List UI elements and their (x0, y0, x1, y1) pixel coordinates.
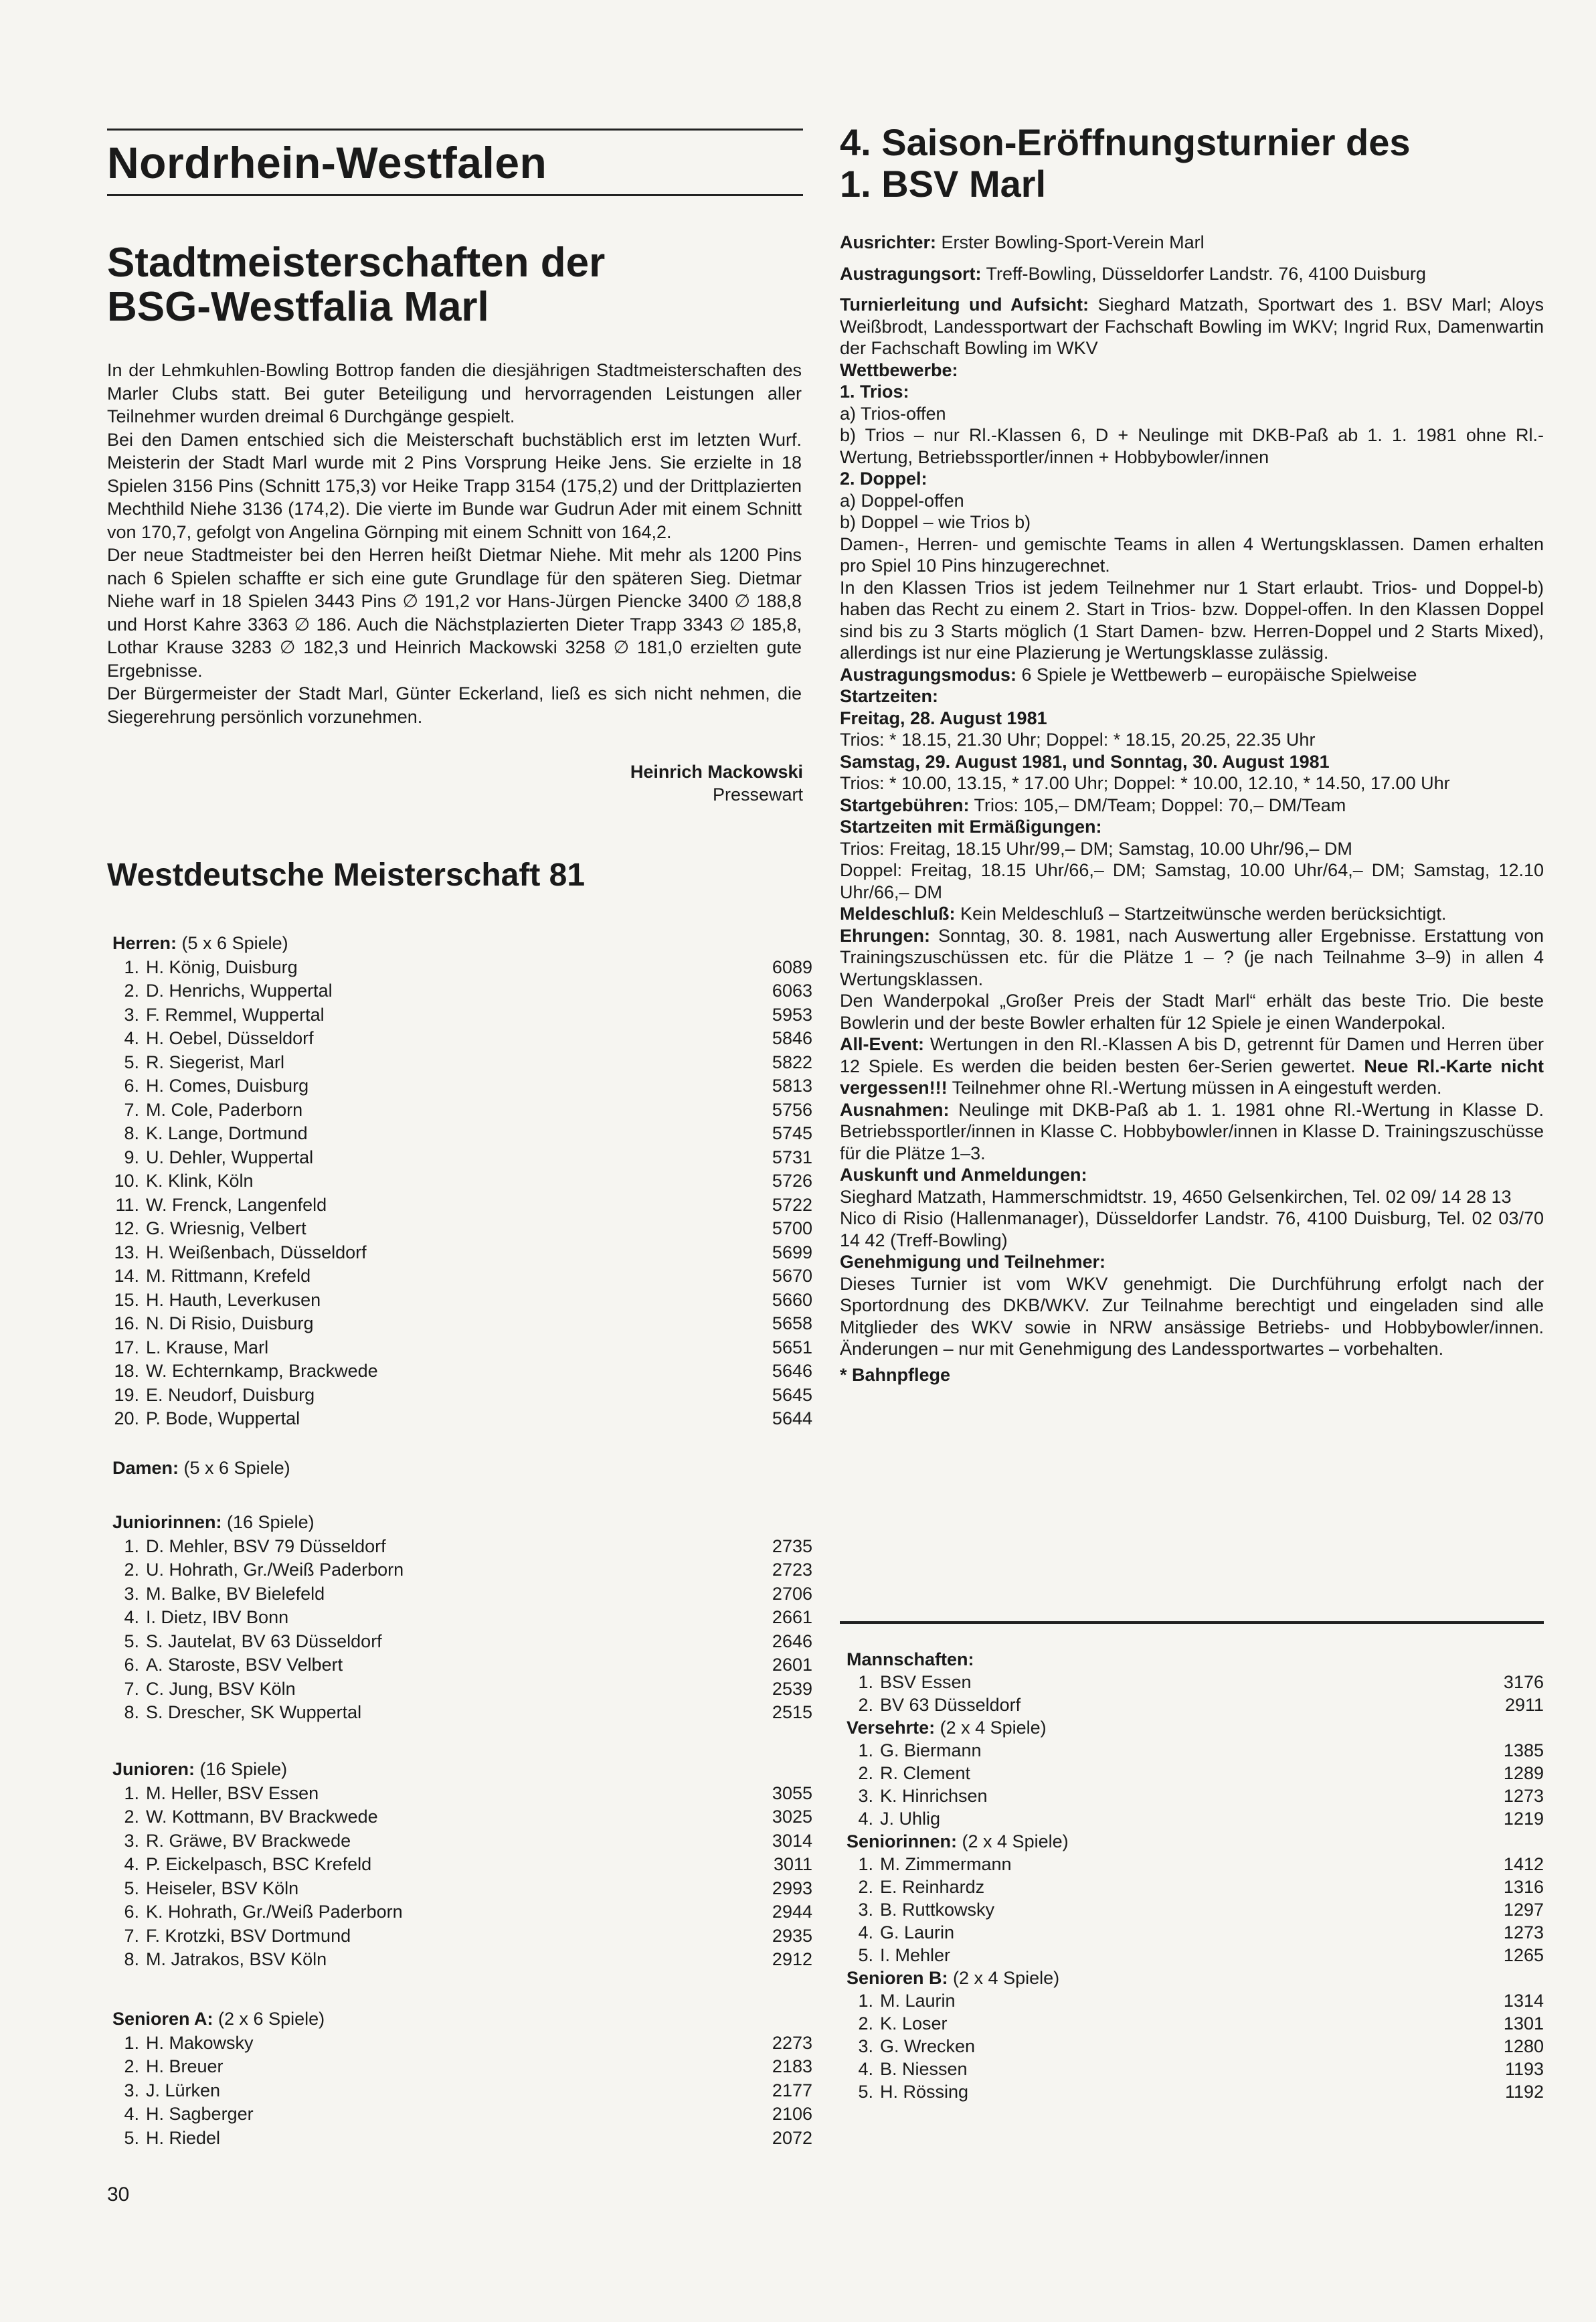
rank: 2. (124, 2056, 139, 2076)
result-row (847, 1989, 1544, 2012)
player-name: H. Comes, Duisburg (146, 1076, 309, 1096)
rank: 18. (114, 1361, 139, 1381)
startzeiten-day1: Freitag, 28. August 1981 (840, 708, 1047, 728)
player-name: G. Wrecken (880, 2036, 976, 2056)
result-row (112, 1264, 812, 1289)
player-name: U. Dehler, Wuppertal (146, 1147, 314, 1167)
rank: 3. (858, 1786, 873, 1806)
result-row (847, 1853, 1544, 1876)
player-name: G. Biermann (880, 1740, 982, 1760)
rank: 3. (124, 1583, 139, 1604)
player-name: D. Mehler, BSV 79 Düsseldorf (146, 1536, 386, 1556)
rank: 6. (124, 1655, 139, 1675)
score: 2911 (1504, 1695, 1544, 1715)
score: 5722 (772, 1194, 812, 1215)
result-row (112, 1193, 812, 1218)
result-row (112, 956, 812, 980)
rank: 5. (858, 1945, 873, 1965)
trios-a: a) Trios-offen (840, 403, 946, 424)
score: 1289 (1503, 1763, 1544, 1783)
score: 1219 (1503, 1809, 1544, 1829)
result-row (112, 2102, 812, 2127)
result-row (847, 1671, 1544, 1693)
score: 1297 (1503, 1900, 1544, 1920)
result-row (112, 1829, 812, 1853)
player-name: K. Hohrath, Gr./Weiß Paderborn (146, 1902, 403, 1922)
rank: 4. (124, 1854, 139, 1874)
result-row (847, 2012, 1544, 2035)
player-name: R. Gräwe, BV Brackwede (146, 1830, 351, 1851)
score: 5644 (772, 1408, 812, 1428)
result-row (847, 1944, 1544, 1967)
player-name: R. Siegerist, Marl (146, 1052, 285, 1072)
score: 1385 (1503, 1740, 1544, 1760)
result-row (112, 1677, 812, 1702)
result-row (112, 1241, 812, 1265)
section-rule-bottom (107, 194, 803, 196)
ermaessigung-trios: Trios: Freitag, 18.15 Uhr/99,– DM; Samstag, 10.00 Uhr/96,– DM (840, 838, 1352, 859)
rank: 4. (858, 1922, 873, 1942)
rank: 10. (114, 1171, 139, 1191)
result-row (847, 1807, 1544, 1830)
rank: 1. (858, 1854, 873, 1874)
score: 2515 (772, 1702, 812, 1722)
player-name: F. Remmel, Wuppertal (146, 1004, 325, 1025)
auskunft-contact-2: Nico di Risio (Hallenmanager), Düsseldorfer Landstr. 76, 4100 Duisburg, Tel. 02 03/70 14 42 (Treff-Bowling) (840, 1208, 1544, 1250)
player-name: I. Mehler (880, 1945, 951, 1965)
result-row (112, 2031, 812, 2056)
article-paragraph: In der Lehmkuhlen-Bowling Bottrop fanden die diesjährigen Stadtmeisterschaften des Marler Clubs statt. Bei guter Beteiligung und hervorragenden Leistungen aller Teilnehmer wurden dreimal 6 Durchgänge gespielt. (107, 360, 802, 426)
ehrungen: Ehrungen: Sonntag, 30. 8. 1981, nach Auswertung aller Ergebnisse. Erstattung von Trainingszuschüssen etc. für die Plätze 1 – ? (je nach Teilnahme 3–9) in allen 4 Wertungsklassen. (840, 925, 1544, 989)
score: 2273 (772, 2032, 812, 2053)
player-name: M. Zimmermann (880, 1854, 1012, 1874)
result-row (112, 1051, 812, 1075)
score: 5646 (772, 1361, 812, 1381)
score: 1301 (1503, 2013, 1544, 2034)
player-name: U. Hohrath, Gr./Weiß Paderborn (146, 1560, 404, 1580)
rank: 2. (858, 2013, 873, 2034)
result-row (112, 1900, 812, 1924)
score: 5651 (772, 1337, 812, 1357)
ermaessigung-label: Startzeiten mit Ermäßigungen: (840, 817, 1102, 837)
result-row (112, 1384, 812, 1408)
rank: 2. (858, 1763, 873, 1783)
score: 6063 (772, 981, 812, 1001)
player-name: C. Jung, BSV Köln (146, 1678, 296, 1699)
score: 2944 (772, 1902, 812, 1922)
result-row (112, 1805, 812, 1829)
score: 1273 (1503, 1922, 1544, 1942)
score: 5756 (772, 1099, 812, 1120)
result-row (847, 2058, 1544, 2080)
score: 2912 (772, 1949, 812, 1969)
meldeschluss: Meldeschluß: Kein Meldeschluß – Startzeitwünsche werden berücksichtigt. (840, 904, 1447, 924)
player-name: K. Loser (880, 2013, 948, 2034)
score: 5846 (772, 1028, 812, 1048)
rank: 20. (114, 1408, 139, 1428)
result-row (112, 1359, 812, 1384)
result-row (112, 1003, 812, 1027)
startzeiten-day1-times: Trios: * 18.15, 21.30 Uhr; Doppel: * 18.15, 20.25, 22.35 Uhr (840, 730, 1316, 750)
score: 5731 (772, 1147, 812, 1167)
result-row (112, 2055, 812, 2079)
player-name: H. Sagberger (146, 2104, 254, 2124)
result-row (112, 2079, 812, 2103)
result-row (112, 1701, 812, 1725)
score: 5670 (772, 1266, 812, 1286)
result-row (112, 1169, 812, 1193)
result-row (847, 1693, 1544, 1716)
score: 2661 (772, 1607, 812, 1627)
bahnpflege-note: * Bahnpflege (840, 1364, 951, 1385)
ermaessigung-doppel: Doppel: Freitag, 18.15 Uhr/66,– DM; Samstag, 10.00 Uhr/64,– DM; Samstag, 12.10 Uhr/66,– DM (840, 860, 1544, 902)
score: 1412 (1503, 1854, 1544, 1874)
score: 5658 (772, 1313, 812, 1333)
rank: 19. (114, 1384, 139, 1405)
rank: 2. (124, 981, 139, 1001)
author-role: Pressewart (712, 784, 803, 805)
score: 2177 (772, 2080, 812, 2100)
player-name: H. Hauth, Leverkusen (146, 1289, 321, 1310)
player-name: L. Krause, Marl (146, 1337, 269, 1357)
player-name: J. Uhlig (880, 1809, 941, 1829)
score: 1280 (1503, 2036, 1544, 2056)
headline-line-2: 1. BSV Marl (840, 163, 1047, 205)
player-name: R. Clement (880, 1763, 971, 1783)
player-name: F. Krotzki, BSV Dortmund (146, 1925, 351, 1946)
player-name: W. Echternkamp, Brackwede (146, 1361, 378, 1381)
rank: 1. (858, 1740, 873, 1760)
score: 2183 (772, 2056, 812, 2076)
juniorinnen-results (112, 1511, 812, 1725)
genehmigung-text: Dieses Turnier ist vom WKV genehmigt. Die Durchführung erfolgt nach der Sportordnung des DKB/WKV. Zur Teilnahme berechtigt und eingeladen sind alle Mitglieder des WKV sowie in NRW ansässige Betriebs- und Hobbybowler/innen. Änderungen – nur mit Genehmigung des Landessportwartes – vorbehalten. (840, 1273, 1544, 1359)
player-name: E. Neudorf, Duisburg (146, 1384, 315, 1405)
author-name: Heinrich Mackowski (630, 762, 803, 782)
startzeiten-day2: Samstag, 29. August 1981, und Sonntag, 30. August 1981 (840, 751, 1330, 772)
score: 1193 (1504, 2059, 1544, 2079)
austragungsmodus: Austragungsmodus: 6 Spiele je Wettbewerb – europäische Spielweise (840, 664, 1417, 685)
score: 5822 (772, 1052, 812, 1072)
result-row (112, 1948, 812, 1972)
rank: 7. (124, 1099, 139, 1120)
doppel-a: a) Doppel-offen (840, 490, 964, 511)
result-row (112, 1122, 812, 1146)
player-name: S. Drescher, SK Wuppertal (146, 1702, 362, 1722)
player-name: G. Laurin (880, 1922, 955, 1942)
score: 1192 (1504, 2082, 1544, 2102)
score: 2072 (772, 2127, 812, 2148)
result-row (112, 1924, 812, 1948)
rank: 7. (124, 1678, 139, 1699)
rank: 3. (124, 2080, 139, 2100)
article-paragraph: Der Bürgermeister der Stadt Marl, Günter Eckerland, ließ es sich nicht nehmen, die Siegerehrung persönlich vorzunehmen. (107, 683, 802, 727)
player-name: H. Makowsky (146, 2032, 254, 2053)
player-name: M. Balke, BV Bielefeld (146, 1583, 325, 1604)
result-row (847, 2035, 1544, 2058)
rank: 9. (124, 1147, 139, 1167)
result-row (112, 1027, 812, 1051)
article-headline (107, 241, 605, 329)
tournament-headline (840, 122, 1411, 205)
score: 5745 (772, 1123, 812, 1143)
rank: 2. (124, 1807, 139, 1827)
result-row (847, 1876, 1544, 1898)
rank: 3. (858, 1900, 873, 1920)
result-row (112, 1336, 812, 1360)
page-number: 30 (107, 2183, 130, 2206)
player-name: H. Breuer (146, 2056, 224, 2076)
rank: 1. (124, 1782, 139, 1803)
wettbewerbe-note: In den Klassen Trios ist jedem Teilnehmer nur 1 Start erlaubt. Trios- und Doppel-b) haben das Recht zu einem 2. Start in Trios- bzw. Doppel-offen. In den Klassen Doppel sind bis zu 3 Starts möglich (1 Start Damen- bzw. Herren-Doppel und 2 Starts Mixed), allerdings ist nur eine Plazierung je Wertungsklasse zulässig. (840, 577, 1544, 663)
rank: 2. (124, 1560, 139, 1580)
player-name: H. Oebel, Düsseldorf (146, 1028, 314, 1048)
startgebuehren: Startgebühren: Trios: 105,– DM/Team; Doppel: 70,– DM/Team (840, 795, 1346, 815)
group-heading: Versehrte: (2 x 4 Spiele) (847, 1718, 1047, 1738)
section-title: Nordrhein-Westfalen (107, 138, 547, 187)
rank: 7. (124, 1925, 139, 1946)
result-row (112, 1653, 812, 1677)
score: 3014 (772, 1830, 812, 1851)
rank: 5. (124, 1631, 139, 1651)
rank: 1. (124, 957, 139, 977)
player-name: H. König, Duisburg (146, 957, 298, 977)
result-row (112, 1289, 812, 1313)
score: 5699 (772, 1242, 812, 1262)
headline-line-1: 4. Saison-Eröffnungsturnier des (840, 121, 1411, 163)
rank: 17. (114, 1337, 139, 1357)
score: 1316 (1503, 1877, 1544, 1897)
result-row (847, 2080, 1544, 2103)
score: 2993 (772, 1878, 812, 1898)
player-name: Heiseler, BSV Köln (146, 1878, 299, 1898)
rank: 8. (124, 1702, 139, 1722)
player-name: H. Weißenbach, Düsseldorf (146, 1242, 367, 1262)
mannschaften-results (847, 1648, 1544, 2103)
senioren-a-results (112, 2007, 812, 2150)
group-heading: Juniorinnen: (16 Spiele) (112, 1512, 315, 1532)
rank: 1. (858, 1991, 873, 2011)
trios-b: b) Trios – nur Rl.-Klassen 6, D + Neulinge mit DKB-Paß ab 1. 1. 1981 ohne Rl.-Wertung, Betriebssportler/innen + Hobbybowler/innen (840, 425, 1544, 467)
player-name: BV 63 Düsseldorf (880, 1695, 1021, 1715)
rank: 6. (124, 1902, 139, 1922)
result-row (847, 1739, 1544, 1762)
info-austragungsort: Austragungsort: Treff-Bowling, Düsseldorfer Landstr. 76, 4100 Duisburg (840, 263, 1426, 284)
result-row (112, 1877, 812, 1901)
article-body (107, 359, 802, 728)
result-row (112, 2127, 812, 2151)
player-name: A. Staroste, BSV Velbert (146, 1655, 343, 1675)
rank: 2. (858, 1877, 873, 1897)
info-ausrichter: Ausrichter: Erster Bowling-Sport-Verein Marl (840, 232, 1205, 252)
wanderpokal: Den Wanderpokal „Großer Preis der Stadt Marl“ erhält das beste Trio. Die beste Bowlerin und der beste Bowler erhalten für 12 Spiele je einen Wanderpokal. (840, 991, 1544, 1033)
section-divider (840, 1621, 1544, 1624)
rank: 16. (114, 1313, 139, 1333)
all-event: All-Event: Wertungen in den Rl.-Klassen A bis D, getrennt für Damen und Herren über 12 Spiele. Es werden die beiden besten 6er-Serien gewertet. Neue Rl.-Karte nicht vergessen!!! Teilnehmer ohne Rl.-Wertung müssen in A eingestuft werden. (840, 1034, 1544, 1098)
rank: 4. (858, 1809, 873, 1829)
player-name: W. Kottmann, BV Brackwede (146, 1807, 378, 1827)
player-name: BSV Essen (880, 1672, 972, 1692)
score: 3176 (1503, 1672, 1544, 1692)
rank: 1. (124, 1536, 139, 1556)
result-row (847, 1898, 1544, 1921)
genehmigung-label: Genehmigung und Teilnehmer: (840, 1252, 1106, 1272)
ausnahmen: Ausnahmen: Neulinge mit DKB-Paß ab 1. 1. 1981 ohne Rl.-Wertung in Klasse D. Betriebssportler/innen in Klasse C. Hobbybowler/innen in Klasse D. Trainingszuschüsse für die Plätze 1–3. (840, 1099, 1544, 1163)
player-name: I. Dietz, IBV Bonn (146, 1607, 289, 1627)
headline-line-1: Stadtmeisterschaften der (107, 240, 606, 286)
doppel-label: 2. Doppel: (840, 469, 927, 489)
player-name: D. Henrichs, Wuppertal (146, 981, 333, 1001)
score: 1273 (1503, 1786, 1544, 1806)
tournament-info (840, 232, 1544, 1386)
result-row (112, 979, 812, 1003)
player-name: H. Rössing (880, 2082, 969, 2102)
rank: 5. (124, 2127, 139, 2148)
score: 2735 (772, 1536, 812, 1556)
rank: 12. (114, 1218, 139, 1238)
score: 5953 (772, 1004, 812, 1025)
info-turnierleitung: Turnierleitung und Aufsicht: Sieghard Matzath, Sportwart des 1. BSV Marl; Aloys Weißbrodt, Landessportwart der Fachschaft Bowling im WKV; Ingrid Rux, Damenwartin der Fachschaft Bowling im WKV (840, 295, 1544, 358)
rank: 4. (124, 1607, 139, 1627)
score: 5700 (772, 1218, 812, 1238)
player-name: B. Ruttkowsky (880, 1900, 995, 1920)
rank: 5. (124, 1878, 139, 1898)
result-row (112, 1606, 812, 1630)
result-row (112, 1853, 812, 1877)
result-row (847, 1762, 1544, 1785)
startzeiten-label: Startzeiten: (840, 686, 939, 706)
player-name: M. Laurin (880, 1991, 956, 2011)
rank: 8. (124, 1949, 139, 1969)
author-signature (468, 760, 803, 806)
result-row (112, 1535, 812, 1559)
group-heading: Senioren A: (2 x 6 Spiele) (112, 2009, 325, 2029)
rank: 6. (124, 1076, 139, 1096)
rank: 11. (115, 1194, 139, 1215)
score: 2539 (772, 1678, 812, 1699)
result-row (112, 1074, 812, 1098)
result-row (847, 1921, 1544, 1944)
player-name: B. Niessen (880, 2059, 968, 2079)
score: 6089 (772, 957, 812, 977)
result-row (112, 1146, 812, 1170)
rank: 4. (124, 1028, 139, 1048)
rank: 3. (124, 1004, 139, 1025)
result-row (112, 1098, 812, 1123)
player-name: K. Hinrichsen (880, 1786, 988, 1806)
player-name: K. Klink, Köln (146, 1171, 254, 1191)
player-name: G. Wriesnig, Velbert (146, 1218, 306, 1238)
rank: 1. (858, 1672, 873, 1692)
player-name: S. Jautelat, BV 63 Düsseldorf (146, 1631, 382, 1651)
result-row (112, 1582, 812, 1606)
score: 3055 (772, 1782, 812, 1803)
result-row (847, 1785, 1544, 1807)
group-heading: Senioren B: (2 x 4 Spiele) (847, 1968, 1060, 1988)
score: 5813 (772, 1076, 812, 1096)
player-name: E. Reinhardz (880, 1877, 985, 1897)
rank: 3. (124, 1830, 139, 1851)
score: 2706 (772, 1583, 812, 1604)
player-name: N. Di Risio, Duisburg (146, 1313, 314, 1333)
player-name: M. Jatrakos, BSV Köln (146, 1949, 327, 1969)
rank: 1. (124, 2032, 139, 2053)
auskunft-label: Auskunft und Anmeldungen: (840, 1165, 1087, 1185)
score: 1265 (1503, 1945, 1544, 1965)
rank: 5. (858, 2082, 873, 2102)
score: 3011 (773, 1854, 812, 1874)
junioren-results (112, 1758, 812, 1972)
startzeiten-day2-times: Trios: * 10.00, 13.15, * 17.00 Uhr; Doppel: * 10.00, 12.10, * 14.50, 17.00 Uhr (840, 773, 1450, 793)
rank: 15. (114, 1289, 139, 1310)
score: 2935 (772, 1925, 812, 1946)
wettbewerbe-note: Damen-, Herren- und gemischte Teams in allen 4 Wertungsklassen. Damen erhalten pro Spiel 10 Pins hinzugerechnet. (840, 533, 1544, 576)
rank: 3. (858, 2036, 873, 2056)
player-name: H. Riedel (146, 2127, 221, 2148)
result-row (112, 1558, 812, 1582)
results-headline: Westdeutsche Meisterschaft 81 (107, 857, 586, 893)
doppel-b: b) Doppel – wie Trios b) (840, 512, 1031, 532)
score: 5645 (772, 1384, 812, 1405)
auskunft-contact-1: Sieghard Matzath, Hammerschmidtstr. 19, 4650 Gelsenkirchen, Tel. 02 09/ 14 28 13 (840, 1186, 1512, 1207)
score: 2601 (772, 1655, 812, 1675)
player-name: M. Heller, BSV Essen (146, 1782, 319, 1803)
headline-line-2: BSG-Westfalia Marl (107, 284, 489, 330)
score: 2723 (772, 1560, 812, 1580)
group-heading: Mannschaften: (847, 1649, 974, 1669)
group-heading: Seniorinnen: (2 x 4 Spiele) (847, 1831, 1069, 1851)
herren-results (112, 932, 812, 1431)
rank: 5. (124, 1052, 139, 1072)
score: 5660 (772, 1289, 812, 1310)
player-name: J. Lürken (146, 2080, 221, 2100)
result-row (112, 1312, 812, 1336)
score: 3025 (772, 1807, 812, 1827)
article-paragraph: Der neue Stadtmeister bei den Herren heißt Dietmar Niehe. Mit mehr als 1200 Pins nach 6 Spielen schaffte er sich eine gute Grundlage für den späteren Sieg. Dietmar Niehe warf in 18 Spielen 3443 Pins ∅ 191,2 vor Hans-Jürgen Piencke 3400 ∅ 188,8 und Horst Kahre 3363 ∅ 186. Auch die Nächstplazierten Dieter Trapp 3343 ∅ 185,8, Lothar Krause 3283 ∅ 182,3 und Heinrich Mackowski 3258 ∅ 181,0 erzielten gute Ergebnisse. (107, 545, 802, 681)
score: 2646 (772, 1631, 812, 1651)
damen-heading: Damen: (5 x 6 Spiele) (112, 1458, 290, 1478)
score: 1314 (1503, 1991, 1544, 2011)
rank: 2. (858, 1695, 873, 1715)
trios-label: 1. Trios: (840, 382, 909, 402)
player-name: K. Lange, Dortmund (146, 1123, 308, 1143)
result-row (112, 1407, 812, 1431)
article-paragraph: Bei den Damen entschied sich die Meisterschaft buchstäblich erst im letzten Wurf. Meisterin der Stadt Marl wurde mit 2 Pins Vorsprung Heike Jens. Sie erzielte in 18 Spielen 3156 Pins (Schnitt 175,3) vor Heike Trapp 3154 (175,2) und der Drittplazierten Mechthild Niehe 3136 (174,2). Die vierte im Bunde war Gudrun Ader mit einem Schnitt von 170,7, gefolgt von Angelina Görnping mit einem Schnitt von 164,2. (107, 429, 802, 542)
rank: 4. (124, 2104, 139, 2124)
player-name: M. Cole, Paderborn (146, 1099, 303, 1120)
player-name: P. Bode, Wuppertal (146, 1408, 300, 1428)
result-row (112, 1630, 812, 1654)
rank: 4. (858, 2059, 873, 2079)
rank: 8. (124, 1123, 139, 1143)
section-rule-top (107, 129, 803, 131)
score: 2106 (772, 2104, 812, 2124)
group-heading: Junioren: (16 Spiele) (112, 1759, 288, 1779)
result-row (112, 1217, 812, 1241)
rank: 13. (114, 1242, 139, 1262)
player-name: W. Frenck, Langenfeld (146, 1194, 327, 1215)
result-row (112, 1782, 812, 1806)
player-name: P. Eickelpasch, BSC Krefeld (146, 1854, 372, 1874)
player-name: M. Rittmann, Krefeld (146, 1266, 311, 1286)
wettbewerbe-label: Wettbewerbe: (840, 359, 958, 380)
rank: 14. (114, 1266, 139, 1286)
group-heading: Herren: (5 x 6 Spiele) (112, 933, 288, 953)
score: 5726 (772, 1171, 812, 1191)
